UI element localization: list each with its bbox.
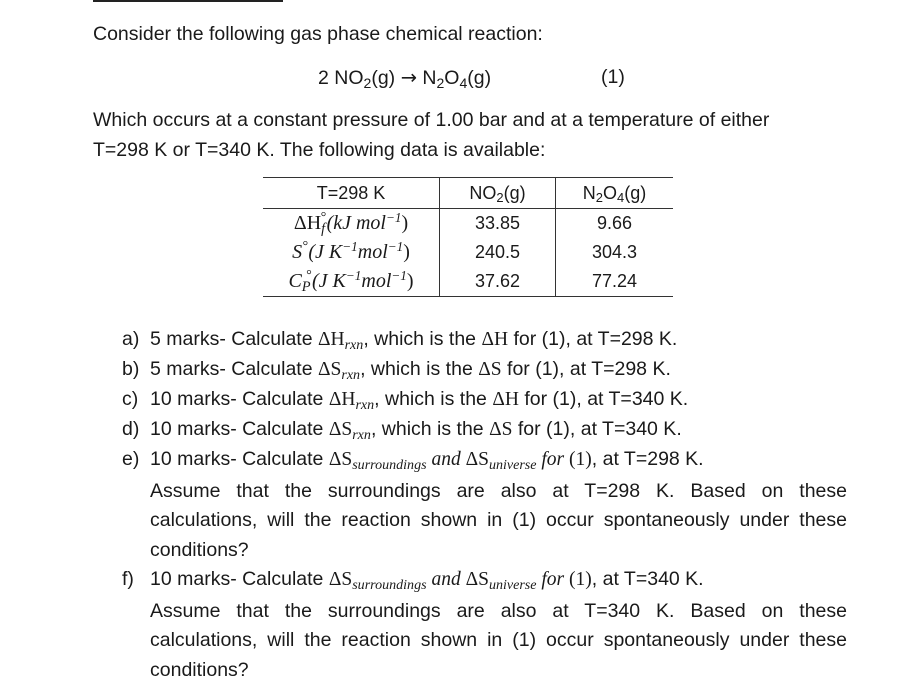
row-label-enthalpy: ΔHf°(kJ mol$^{-1}$) [263,209,440,239]
reaction-equation: 2 NO2(g) → N2O4(g) [318,66,492,91]
top-rule [93,0,283,2]
header-n2o4: N2O4(g) [556,178,674,209]
question-e [122,445,847,565]
question-label: e) [122,448,140,470]
intro-text: Consider the following gas phase chemical reaction: [93,23,543,45]
condition-line-1: Which occurs at a constant pressure of 1.00 bar and at a temperature of either [93,109,770,131]
cell-n2o4-heat-capacity: 77.24 [556,267,674,297]
row-label-heat-capacity: CP°(J $K^{-1}mol^{-1}$) [263,267,440,297]
header-temperature: T=298 K [263,178,440,209]
question-c [122,385,847,415]
question-text: 10 marks- Calculate ΔSrxn, which is the ΔS for (1), at T=340 K. [150,418,682,443]
question-text: 5 marks- Calculate ΔHrxn, which is the ΔH for (1), at T=298 K. [150,328,678,353]
question-text: 10 marks- Calculate ΔSsurroundings and ΔSuniverse for (1), at T=298 K. Assume that the surroundings are also at T=298 K. Based on these calculations, will the reaction shown in (1) occur spontaneously under these conditions? [150,448,847,561]
question-label: f) [122,568,134,590]
question-d [122,415,847,445]
row-label-entropy: S°(J $K^{-1}mol^{-1}$) [263,238,440,267]
question-label: a) [122,328,140,350]
question-label: b) [122,358,140,380]
condition-line-2: T=298 K or T=340 K. The following data is available: [93,139,546,161]
cell-no2-heat-capacity: 37.62 [440,267,556,297]
cell-n2o4-entropy: 304.3 [591,242,638,262]
table-header-row [263,178,673,209]
cell-no2-entropy: 240.5 [440,238,556,267]
question-text: 10 marks- Calculate ΔHrxn, which is the ΔH for (1), at T=340 K. [150,388,689,413]
reaction-arrow-icon: → [400,66,417,89]
table-row [263,209,673,239]
header-no2: NO2(g) [440,178,556,209]
question-label: c) [122,388,139,410]
question-f [122,565,847,685]
question-a [122,325,847,355]
question-text: 5 marks- Calculate ΔSrxn, which is the ΔS for (1), at T=298 K. [150,358,671,383]
table-row [263,267,673,297]
reaction-label: (1) [601,66,625,88]
thermo-data-table [263,177,673,297]
table-row [263,238,673,267]
cell-n2o4-enthalpy: 9.66 [596,213,633,233]
question-label: d) [122,418,140,440]
question-text: 10 marks- Calculate ΔSsurroundings and ΔSuniverse for (1), at T=340 K. Assume that the surroundings are also at T=340 K. Based on these calculations, will the reaction shown in (1) occur spontaneously under these conditions? [150,568,847,681]
question-b [122,355,847,385]
cell-no2-enthalpy: 33.85 [440,209,556,239]
